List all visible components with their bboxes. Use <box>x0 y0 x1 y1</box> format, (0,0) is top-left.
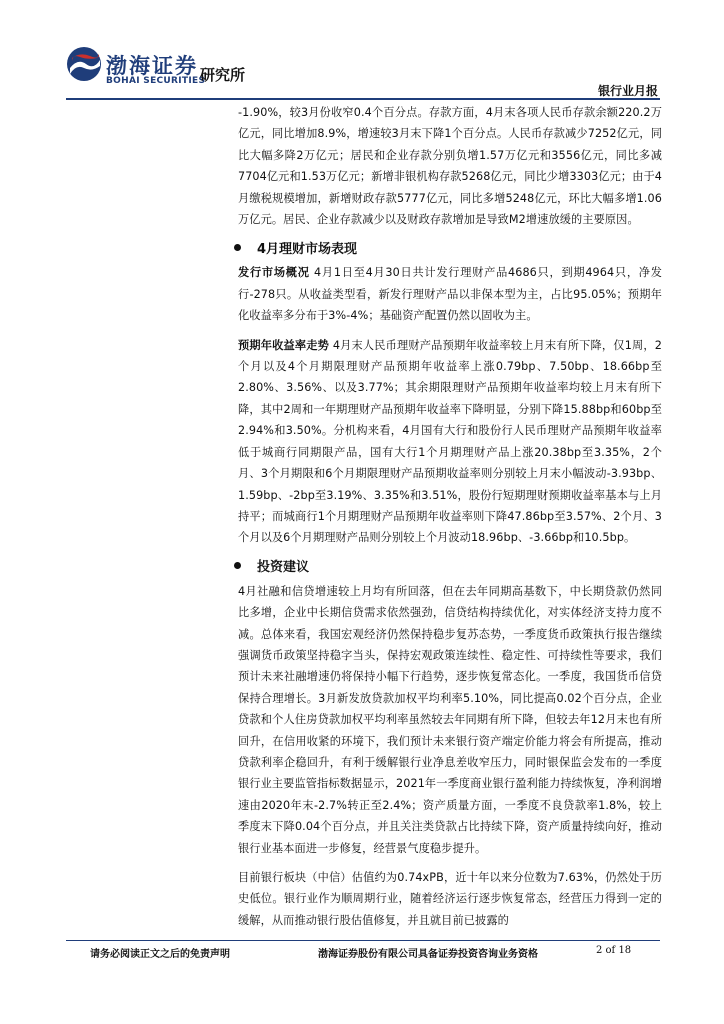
text-yield-trend: 4月末人民币理财产品预期年收益率较上月末有所下降，仅1周，2个月以及4个月期限理财产品预期年收益率上涨0.79bp、7.50bp、18.66bp至2.80%、3.56%、以及3.77%；其余期限理财产品预期年收益率均较上月末有所下降，其中2周和一年期理财产品预期年收益率下降明显，分别下降15.88bp和60bp至2.94%和3.50%。分机构来看，4月国有大行和股份行人民币理财产品预期年收益率低于城商行同期限产品，国有大行1个月期理财产品上涨20.38bp至3.35%，2个月、3个月期限和6个月期限理财产品预期收益率则分别较上月末小幅波动-3.93bp、1.59bp、-2bp至3.19%、3.35%和3.51%，股份行短期理财预期收益率基本与上月持平；而城商行1个月期理财产品预期年收益率则下降47.86bp至3.57%、2个月、3个月以及6个月期理财产品则分别较上个月波动18.96bp、-3.66bp和10.5bp。 <box>238 338 662 545</box>
brand-name-cn: 渤海证券 <box>106 53 198 78</box>
paragraph-issuance <box>238 262 662 326</box>
paragraph-yield-trend <box>238 335 662 549</box>
page-header <box>0 0 724 100</box>
page-number: 2 of 18 <box>596 945 632 956</box>
report-type: 银行业月报 <box>597 84 658 98</box>
brand-name-en: BOHAI SECURITIES <box>106 76 206 86</box>
footer-disclaimer: 请务必阅读正文之后的免责声明 <box>90 949 230 960</box>
lead-issuance: 发行市场概况 <box>238 266 310 280</box>
section-heading-investment-advice <box>234 555 662 577</box>
paragraph-valuation: 目前银行板块（中信）估值约为0.74xPB，近十年以来分位数为7.63%，仍然处于历史低位。银行业作为顺周期行业，随着经济运行逐步恢复常态，经营压力得到一定的缓解，从而推动银行股估值修复，并且就目前已披露的 <box>238 871 662 927</box>
bullet-icon <box>234 244 241 251</box>
footer-company: 渤海证券股份有限公司具备证券投资咨询业务资格 <box>318 949 538 960</box>
department-label: 研究所 <box>200 66 246 84</box>
section-heading-wealth-market <box>234 236 662 258</box>
lead-yield-trend: 预期年收益率走势 <box>238 338 330 352</box>
paragraph-deposits: -1.90%，较3月份收窄0.4个百分点。存款方面，4月末各项人民币存款余额220.2万亿元，同比增加8.9%，增速较3月末下降1个百分点。人民币存款减少7252亿元，同比大幅多降2万亿元；居民和企业存款分别负增1.57万亿元和3556亿元，同比多减7704亿元和1.53万亿元；新增非银机构存款5268亿元，同比少增3303亿元；由于4月缴税规模增加，新增财政存款5777亿元，同比多增5248亿元，环比大幅多增1.06万亿元。居民、企业存款减少以及财政存款增加是导致M2增速放缓的主要原因。 <box>238 106 662 227</box>
main-content <box>238 102 662 931</box>
section-title-text: 4月理财市场表现 <box>257 241 358 257</box>
footer-divider <box>66 940 660 941</box>
header-divider <box>66 98 660 100</box>
bullet-icon <box>234 562 241 569</box>
section-title-text: 投资建议 <box>257 560 310 576</box>
bohai-logo-icon <box>66 46 102 82</box>
text-issuance: 4月1日至4月30日共计发行理财产品4686只，到期4964只，净发行-278只。从收益类型看，新发行理财产品以非保本型为主，占比95.05%；预期年化收益率多分布于3%-4%；基础资产配置仍然以固收为主。 <box>238 266 662 323</box>
paragraph-advice: 4月社融和信贷增速较上月均有所回落，但在去年同期高基数下，中长期贷款仍然同比多增，企业中长期信贷需求依然强劲，信贷结构持续优化，对实体经济支持力度不减。总体来看，我国宏观经济仍然保持稳步复苏态势，一季度货币政策执行报告继续强调货币政策坚持稳字当头，保持宏观政策连续性、稳定性、可持续性等要求，我们预计未来社融增速仍将保持小幅下行趋势，逐步恢复常态化。一季度，我国货币信贷保持合理增长。3月新发放贷款加权平均利率5.10%，同比提高0.02个百分点，企业贷款和个人住房贷款加权平均利率虽然较去年同期有所下降，但较去年12月末也有所回升，在信用收紧的环境下，我们预计未来银行资产端定价能力将会有所提高，推动贷款利率企稳回升，有利于缓解银行业净息差收窄压力，同时银保监会发布的一季度银行业主要监管指标数据显示，2021年一季度商业银行盈利能力持续恢复，净利润增速由2020年末-2.7%转正至2.4%；资产质量方面，一季度不良贷款率1.8%，较上季度末下降0.04个百分点，并且关注类贷款占比持续下降，资产质量持续向好，推动银行业基本面进一步修复，经营景气度稳步提升。 <box>238 584 662 855</box>
